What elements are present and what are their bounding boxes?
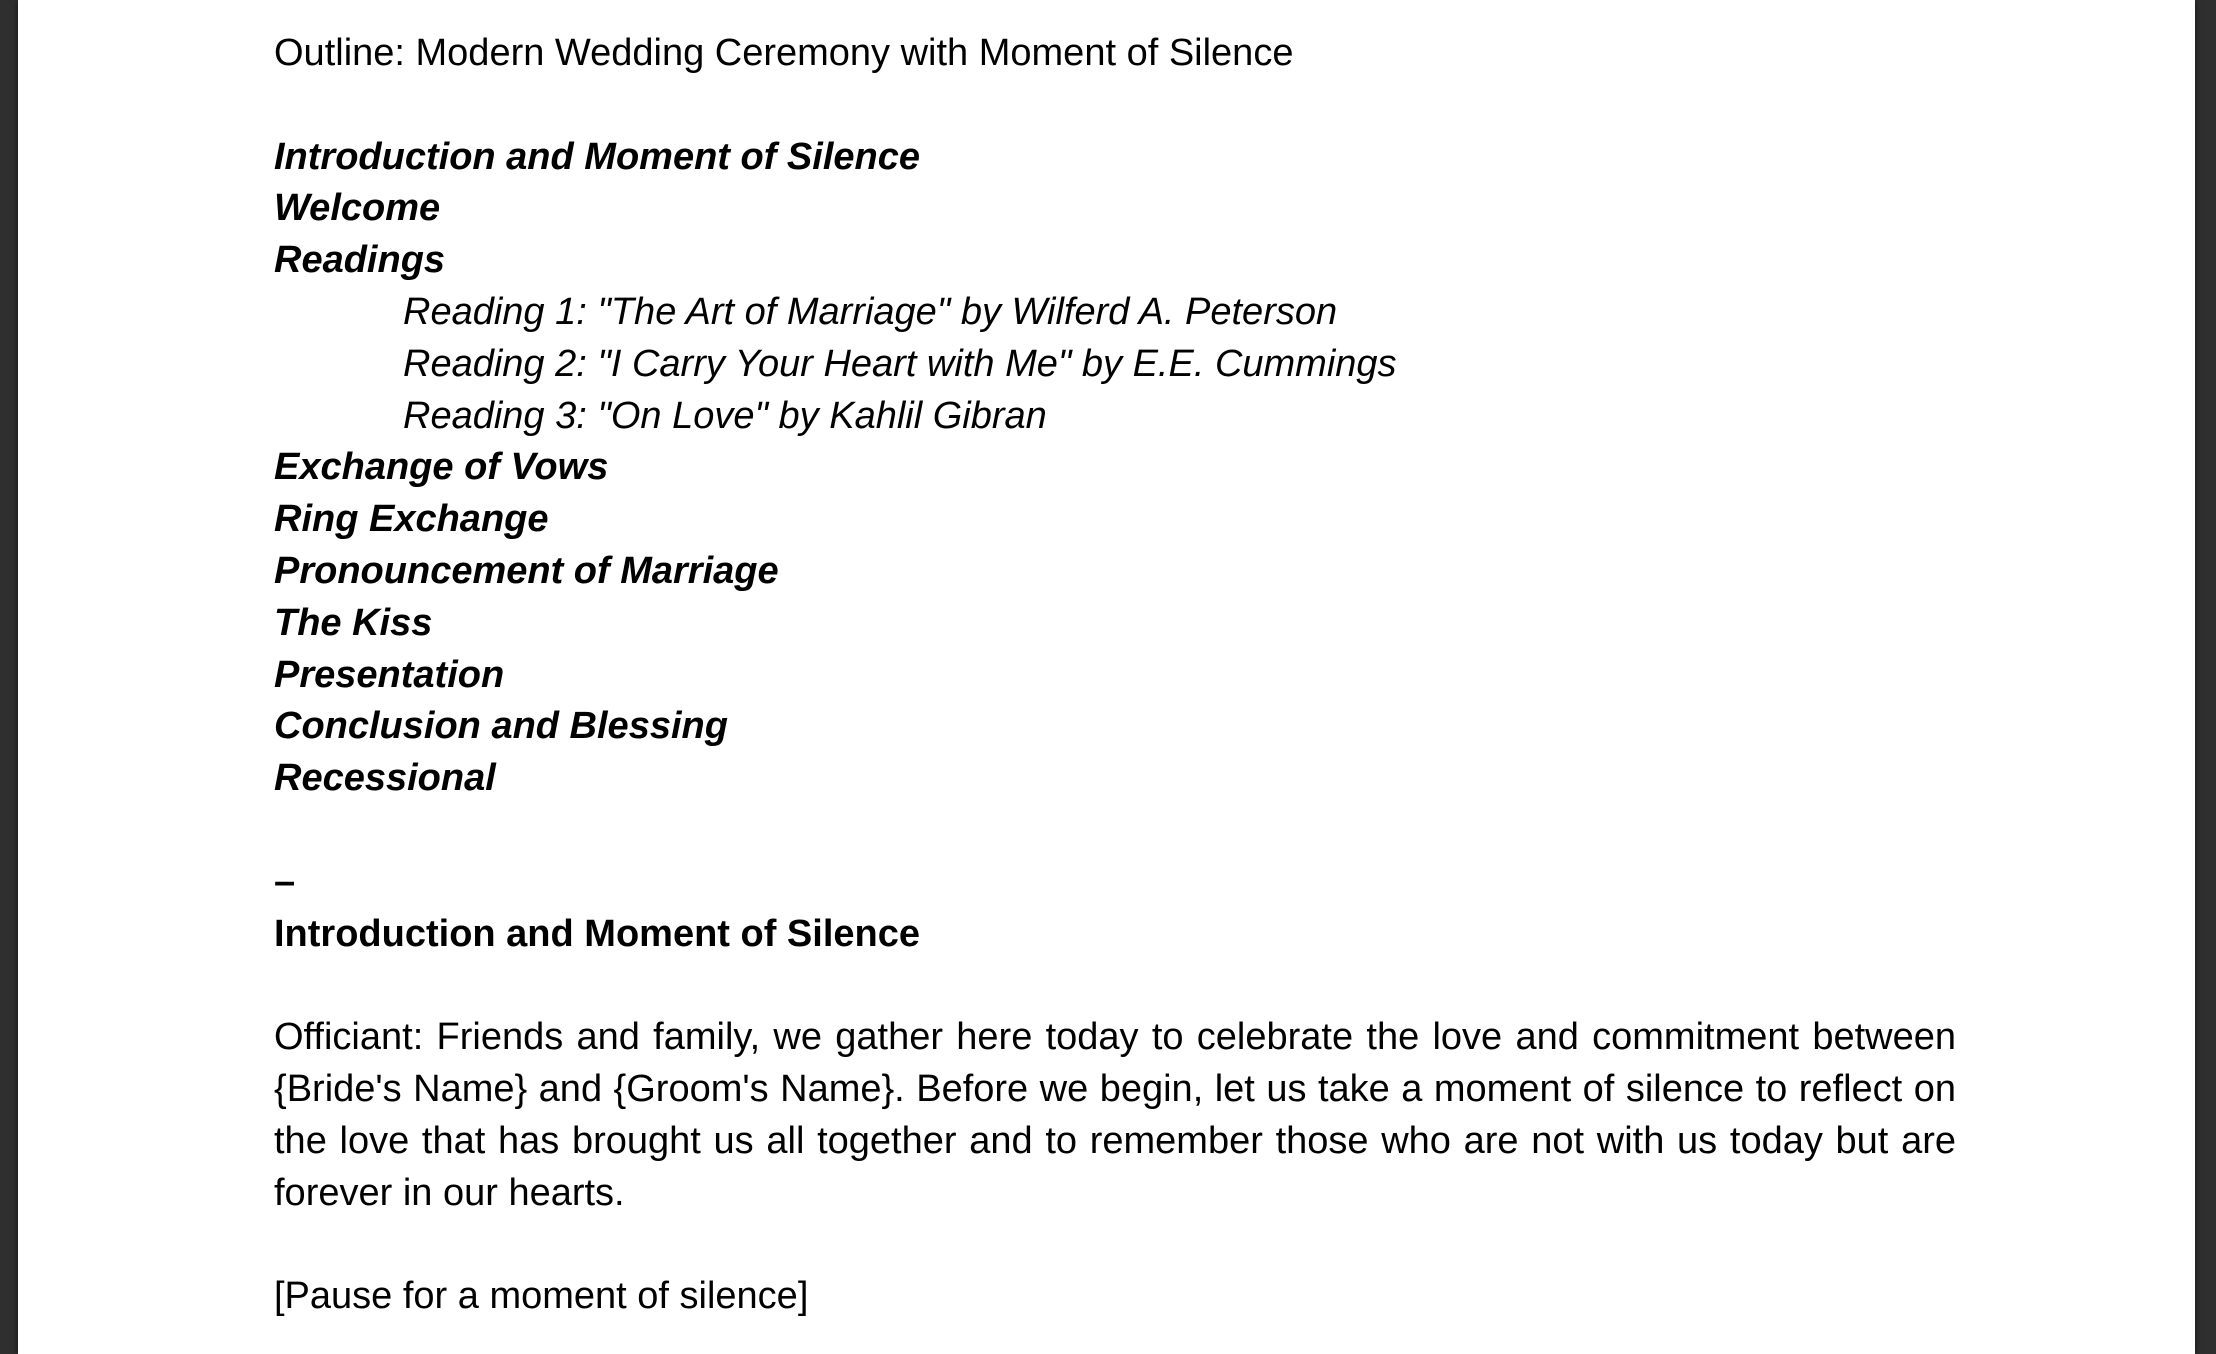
section-separator: – — [274, 860, 296, 903]
outline-item-welcome: Welcome — [274, 187, 441, 230]
document-title: Outline: Modern Wedding Ceremony with Moment of Silence — [274, 32, 1294, 74]
outline-item-conclusion: Conclusion and Blessing — [274, 705, 728, 748]
blank-line — [274, 805, 1956, 857]
outline-subitem-reading-2: Reading 2: "I Carry Your Heart with Me" by E.E. Cummings — [403, 342, 1397, 385]
section-heading: Introduction and Moment of Silence — [274, 912, 920, 955]
outline-item-ring-exchange: Ring Exchange — [274, 498, 549, 541]
outline-item-readings: Readings — [274, 239, 446, 282]
outline-item-pronouncement: Pronouncement of Marriage — [274, 549, 779, 592]
outline-item-introduction: Introduction and Moment of Silence — [274, 135, 920, 178]
outline-item-vows: Exchange of Vows — [274, 446, 609, 489]
outline-subitem-reading-1: Reading 1: "The Art of Marriage" by Wilferd A. Peterson — [403, 290, 1338, 333]
outline-item-recessional: Recessional — [274, 757, 496, 800]
pause-note: [Pause for a moment of silence] — [274, 1275, 809, 1318]
document-page — [18, 0, 2195, 1354]
blank-line — [274, 1219, 1956, 1271]
outline-subitem-reading-3: Reading 3: "On Love" by Kahlil Gibran — [403, 394, 1047, 437]
blank-line — [274, 80, 1956, 132]
officiant-paragraph: Officiant: Friends and family, we gather here today to celebrate the love and commitment between {Bride's Name} and {Groom's Name}. Before we begin, let us take a moment of silence to reflect on the love that has brought us all together and to remember those who are not with us today but are forever in our hearts. — [274, 1016, 1956, 1214]
outline-item-presentation: Presentation — [274, 653, 505, 696]
blank-line — [274, 960, 1956, 1012]
document-body — [274, 0, 1956, 1323]
outline-item-kiss: The Kiss — [274, 601, 433, 644]
